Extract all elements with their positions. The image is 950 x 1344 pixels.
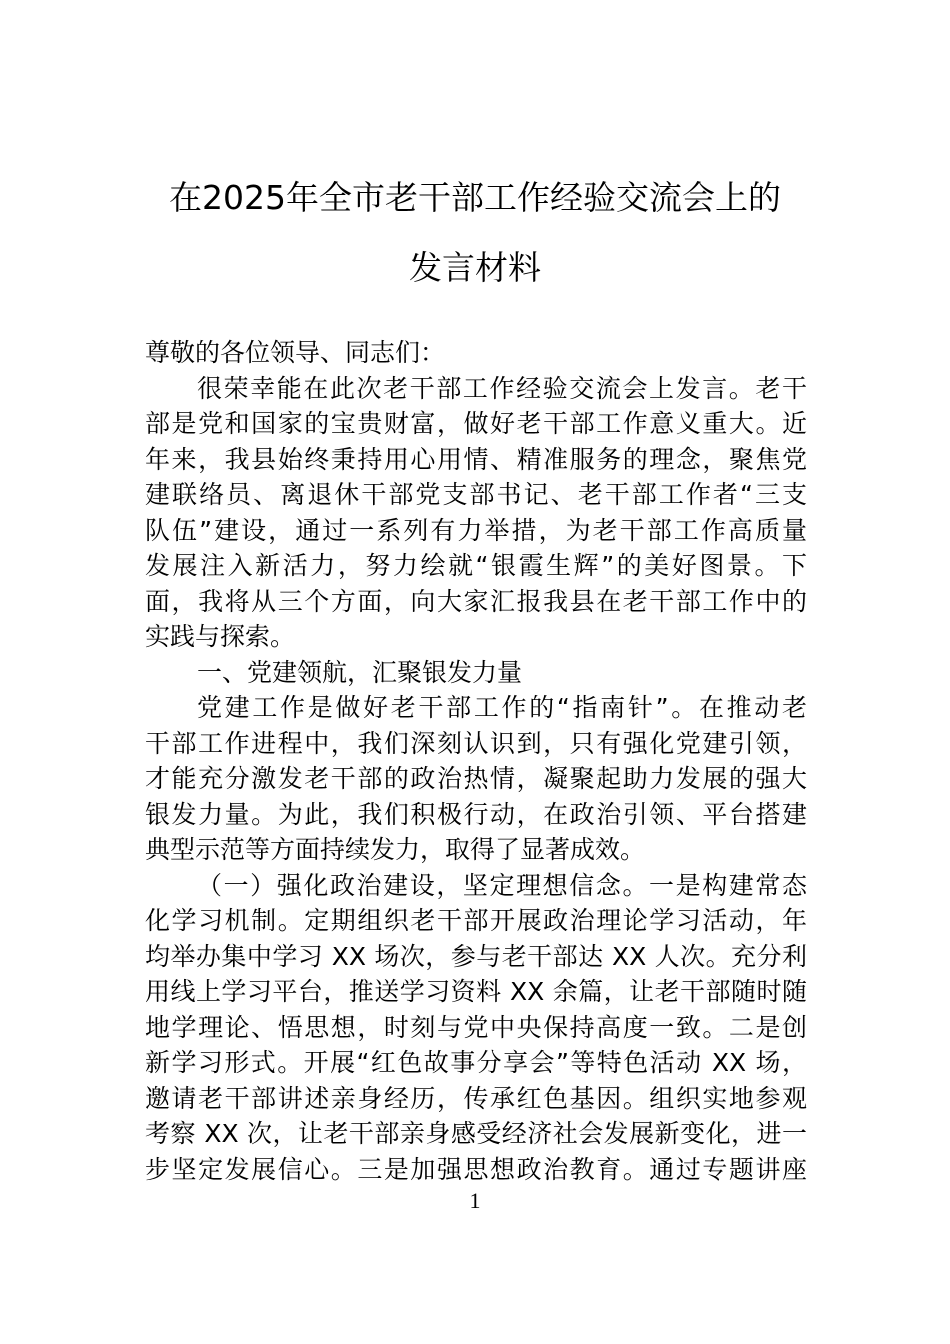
page-number: 1 [469,1188,481,1213]
text-line: 面，我将从三个方面，向大家汇报我县在老干部工作中的 [145,586,807,616]
text-line: 邀请老干部讲述亲身经历，传承红色基因。组织实地参观 [145,1083,807,1113]
text-line: 干部工作进程中，我们深刻认识到，只有强化党建引领， [145,728,807,758]
text-line: 才能充分激发老干部的政治热情，凝聚起助力发展的强大 [145,764,807,793]
text-line: 银发力量。为此，我们积极行动，在政治引领、平台搭建 [145,799,807,829]
text-line: 步坚定发展信心。三是加强思想政治教育。通过专题讲座 [145,1154,807,1184]
text-line: 尊敬的各位领导、同志们： [145,338,446,367]
document-title-line-2: 发言材料 [409,248,541,287]
text-line: 均举办集中学习 XX 场次，参与老干部达 XX 人次。充分利 [145,941,807,971]
text-line: 考察 XX 次，让老干部亲身感受经济社会发展新变化，进一 [145,1119,807,1148]
text-line: 党建工作是做好老干部工作的“指南针”。在推动老 [197,693,807,722]
text-line: 新学习形式。开展“红色故事分享会”等特色活动 XX 场， [145,1048,807,1077]
text-line: 用线上学习平台，推送学习资料 XX 余篇，让老干部随时随 [145,977,807,1006]
text-line: 化学习机制。定期组织老干部开展政治理论学习活动，年 [145,906,807,935]
text-line: 地学理论、悟思想，时刻与党中央保持高度一致。二是创 [145,1012,807,1042]
text-line: 一、党建领航，汇聚银发力量 [197,657,523,687]
text-line: 队伍”建设，通过一系列有力举措，为老干部工作高质量 [145,515,807,545]
text-line: （一）强化政治建设，坚定理想信念。一是构建常态 [197,870,807,900]
document-body [145,335,807,1187]
text-line: 典型示范等方面持续发力，取得了显著成效。 [145,835,646,864]
text-line: 很荣幸能在此次老干部工作经验交流会上发言。老干 [197,373,807,403]
text-line: 部是党和国家的宝贵财富，做好老干部工作意义重大。近 [145,409,807,438]
text-line: 年来，我县始终秉持用心用情、精准服务的理念，聚焦党 [145,444,807,474]
text-line: 实践与探索。 [145,622,296,651]
text-line: 发展注入新活力，努力绘就“银霞生辉”的美好图景。下 [145,551,807,580]
document-title-line-1: 在2025年全市老干部工作经验交流会上的 [169,178,781,217]
text-line: 建联络员、离退休干部党支部书记、老干部工作者“三支 [145,480,807,509]
